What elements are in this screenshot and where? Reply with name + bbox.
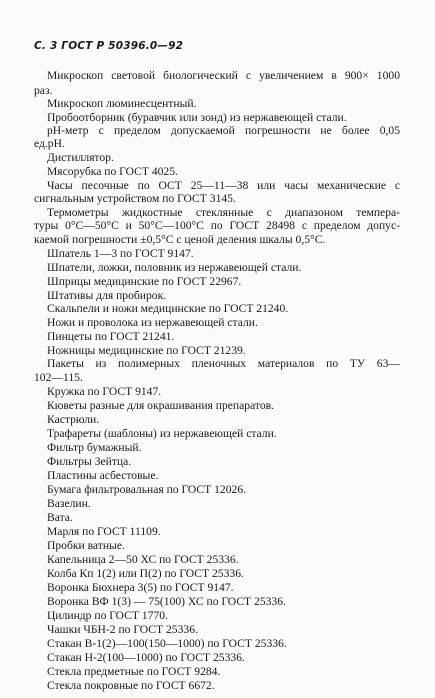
list-line: сигнальным устройством по ГОСТ 3145. <box>34 192 236 205</box>
list-line: Штативы для пробирок. <box>47 289 167 302</box>
list-line: Мясорубка по ГОСТ 4025. <box>47 165 178 178</box>
list-line: Стакан В-1(2)—100(150—1000) по ГОСТ 25336. <box>47 637 287 650</box>
list-line: Трафареты (шаблоны) из нержавеющей стали. <box>47 427 277 440</box>
list-line: Шприцы медицинские по ГОСТ 22967. <box>47 275 242 288</box>
list-line: Чашки ЧБН-2 по ГОСТ 25336. <box>47 623 198 636</box>
list-line: Термометры жидкостные стеклянные с диапазоном темпера- <box>47 206 400 219</box>
list-line: каемой погрешности ±0,5°С с ценой деления шкалы 0,5°С. <box>34 233 326 246</box>
list-line: Микроскоп световой биологический с увеличением в 900× 1000 <box>47 69 400 82</box>
list-line: Вата. <box>47 511 73 524</box>
list-line: Дистиллятор. <box>47 151 114 164</box>
list-line: Ножи и проволока из нержавеющей стали. <box>47 316 258 329</box>
list-line: Кюветы разные для окрашивания препаратов. <box>47 399 275 412</box>
list-line: Микроскоп люминесцентный. <box>47 97 197 110</box>
list-line: Пробки ватные. <box>47 539 125 552</box>
list-line: Часы песочные по ОСТ 25—11—38 или часы механические с <box>47 179 400 192</box>
list-line: ед.рН. <box>34 137 65 150</box>
list-line: Фильтр бумажный. <box>47 441 142 454</box>
list-line: Фильтры Зейтца. <box>47 455 132 468</box>
list-line: Скальпели и ножи медицинские по ГОСТ 21240. <box>47 302 289 315</box>
list-line: 102—115. <box>34 371 83 384</box>
list-line: раз. <box>34 84 53 97</box>
list-line: Бумага фильтровальная по ГОСТ 12026. <box>47 483 247 496</box>
list-line: Шпатель 1—3 по ГОСТ 9147. <box>47 247 194 260</box>
list-line: туры 0°С—50°С и 50°С—100°С по ГОСТ 28498 с пределом допус- <box>34 219 400 232</box>
list-line: Пробоотборник (буравчик или зонд) из нержавеющей стали. <box>47 111 347 124</box>
list-line: pH-метр с пределом допускаемой погрешности не более 0,05 <box>47 124 400 137</box>
list-line: Пакеты из полимерных пленочных материалов по ТУ 63— <box>47 357 400 370</box>
list-line: Воронка ВФ 1(3) — 75(100) ХС по ГОСТ 25336. <box>47 595 286 608</box>
list-line: Пластины асбестовые. <box>47 469 159 482</box>
list-line: Цилиндр по ГОСТ 1770. <box>47 609 168 622</box>
page-header: С. 3 ГОСТ Р 50396.0—92 <box>34 40 184 52</box>
list-line: Воронка Бюхнера 3(5) по ГОСТ 9147. <box>47 581 234 594</box>
list-line: Капельница 2—50 ХС по ГОСТ 25336. <box>47 553 239 566</box>
list-line: Стакан Н-2(100—1000) по ГОСТ 25336. <box>47 651 245 664</box>
list-line: Стекла покровные по ГОСТ 6672. <box>47 679 215 692</box>
list-line: Ножницы медицинские по ГОСТ 21239. <box>47 344 246 357</box>
list-line: Марля по ГОСТ 11109. <box>47 525 161 538</box>
list-line: Вазелин. <box>47 497 91 510</box>
list-line: Шпатели, ложки, половник из нержавеющей стали. <box>47 261 302 274</box>
list-line: Кастрюли. <box>47 413 100 426</box>
list-line: Пинцеты по ГОСТ 21241. <box>47 330 175 343</box>
list-line: Колба Кп 1(2) или П(2) по ГОСТ 25336. <box>47 567 244 580</box>
list-line: Стекла предметные по ГОСТ 9284. <box>47 665 221 678</box>
list-line: Кружка по ГОСТ 9147. <box>47 385 162 398</box>
